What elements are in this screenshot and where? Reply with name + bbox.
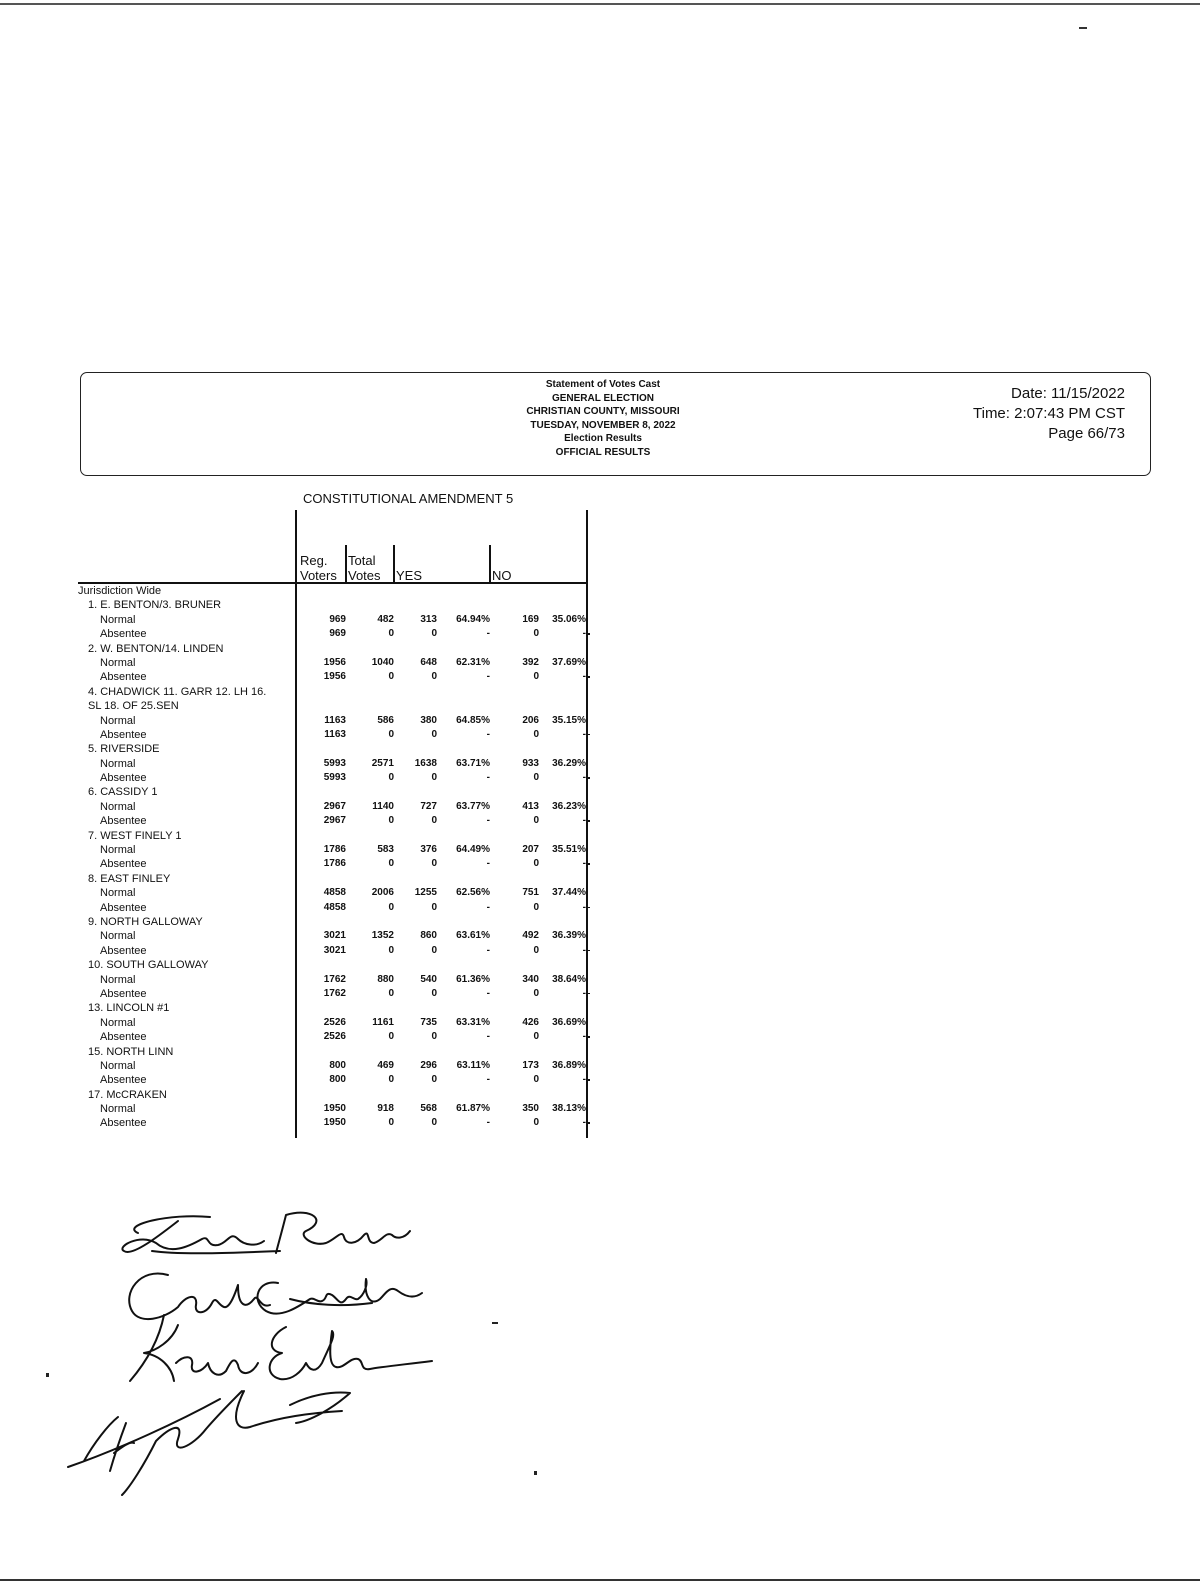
- table-row-label: Absentee: [100, 815, 147, 828]
- total-votes-cell: 0: [388, 1074, 394, 1086]
- yes-percent-cell: 63.31%: [456, 1016, 490, 1028]
- no-percent-cell: -: [582, 1074, 586, 1086]
- report-page-number: Page 66/73: [1048, 425, 1125, 442]
- yes-percent-cell: 61.36%: [456, 973, 490, 985]
- scan-mark: [534, 1471, 537, 1475]
- yes-count-cell: 1638: [414, 757, 437, 769]
- total-votes-cell: 482: [377, 613, 394, 625]
- yes-count-cell: 727: [420, 800, 437, 812]
- precinct-name: [78, 699, 590, 713]
- no-percent-cell: -: [582, 1117, 586, 1129]
- table-row-label: Normal: [100, 1016, 136, 1029]
- no-count-cell: 492: [522, 930, 539, 942]
- table-row-label: Absentee: [100, 1117, 147, 1130]
- no-percent-cell: -: [582, 815, 586, 827]
- yes-percent-cell: -: [486, 728, 490, 740]
- row-tick-mark: [588, 950, 590, 952]
- total-votes-cell: 0: [388, 1117, 394, 1129]
- table-row-label: Absentee: [100, 944, 147, 957]
- no-percent-cell: -: [582, 858, 586, 870]
- reg-voters-cell: 1956: [323, 656, 346, 668]
- yes-percent-cell: -: [486, 1074, 490, 1086]
- yes-percent-cell: -: [486, 944, 490, 956]
- row-tick-mark: [588, 734, 590, 736]
- yes-percent-cell: -: [486, 858, 490, 870]
- table-row: [78, 1030, 590, 1044]
- reg-voters-cell: 5993: [323, 772, 346, 784]
- table-row-label: Absentee: [100, 671, 147, 684]
- total-votes-cell: 0: [388, 901, 394, 913]
- report-date: Date: 11/15/2022: [1011, 385, 1125, 402]
- scan-mark: [1079, 27, 1087, 29]
- no-percent-cell: 35.06%: [552, 613, 586, 625]
- scan-mark: [46, 1373, 49, 1377]
- precinct-name: [78, 742, 590, 756]
- reg-voters-cell: 1163: [324, 714, 346, 726]
- total-votes-cell: 918: [377, 1103, 394, 1115]
- no-count-cell: 340: [522, 973, 539, 985]
- table-row: [78, 714, 590, 728]
- column-header-yes: YES: [396, 568, 423, 583]
- table-row: [78, 627, 590, 641]
- total-votes-cell: 0: [388, 815, 394, 827]
- table-row: [78, 929, 590, 943]
- column-header-reg-line1: Reg.: [300, 553, 328, 568]
- table-row-label: Absentee: [100, 772, 147, 785]
- header-line: GENERAL ELECTION: [551, 392, 655, 404]
- no-count-cell: 207: [522, 844, 539, 856]
- table-row-label: Normal: [100, 887, 136, 900]
- no-percent-cell: 37.44%: [552, 887, 586, 899]
- table-row-label: Normal: [100, 930, 136, 943]
- total-votes-cell: 586: [377, 714, 394, 726]
- table-row: [78, 1073, 590, 1087]
- results-table: [78, 584, 590, 1131]
- yes-count-cell: 313: [420, 613, 437, 625]
- precinct-name-label: 1. E. BENTON/3. BRUNER: [88, 599, 222, 612]
- reg-voters-cell: 2526: [323, 1016, 346, 1028]
- no-percent-cell: -: [582, 1031, 586, 1043]
- no-count-cell: 751: [522, 887, 539, 899]
- report-time: Time: 2:07:43 PM CST: [973, 405, 1125, 422]
- no-percent-cell: 37.69%: [552, 656, 586, 668]
- yes-percent-cell: 61.87%: [456, 1103, 490, 1115]
- total-votes-cell: 0: [388, 944, 394, 956]
- precinct-name: [78, 958, 590, 972]
- yes-percent-cell: -: [486, 987, 490, 999]
- precinct-name: [78, 1045, 590, 1059]
- no-count-cell: 206: [522, 714, 539, 726]
- row-tick-mark: [588, 1079, 590, 1081]
- table-row: [78, 1102, 590, 1116]
- no-count-cell: 0: [533, 1117, 539, 1129]
- table-row: [78, 757, 590, 771]
- precinct-name-label: 15. NORTH LINN: [88, 1045, 174, 1058]
- table-row-label: Normal: [100, 656, 136, 669]
- header-line: OFFICIAL RESULTS: [555, 446, 651, 458]
- table-row-label: Absentee: [100, 728, 147, 741]
- yes-percent-cell: -: [486, 1031, 490, 1043]
- yes-percent-cell: 63.61%: [456, 930, 490, 942]
- row-tick-mark: [588, 1122, 590, 1124]
- precinct-name-label: 6. CASSIDY 1: [88, 786, 158, 799]
- reg-voters-cell: 1786: [323, 858, 346, 870]
- yes-count-cell: 0: [431, 1074, 437, 1086]
- no-count-cell: 0: [533, 901, 539, 913]
- total-votes-cell: 1040: [371, 656, 394, 668]
- signature-4: [68, 1391, 350, 1495]
- table-row-label: Normal: [100, 1059, 136, 1072]
- no-percent-cell: -: [582, 728, 586, 740]
- no-percent-cell: 36.39%: [552, 930, 586, 942]
- table-row: [78, 843, 590, 857]
- column-divider: [345, 545, 347, 582]
- total-votes-cell: 0: [388, 1031, 394, 1043]
- total-votes-cell: 1140: [372, 800, 394, 812]
- no-percent-cell: -: [582, 901, 586, 913]
- table-row-label: Normal: [100, 844, 136, 857]
- table-row-label: Absentee: [100, 987, 147, 1000]
- yes-percent-cell: 64.94%: [456, 613, 490, 625]
- total-votes-cell: 880: [377, 973, 394, 985]
- total-votes-cell: 583: [377, 844, 394, 856]
- precinct-name: [78, 785, 590, 799]
- yes-count-cell: 0: [431, 628, 437, 640]
- reg-voters-cell: 4858: [323, 901, 346, 913]
- no-count-cell: 426: [522, 1016, 539, 1028]
- yes-percent-cell: -: [486, 628, 490, 640]
- no-count-cell: 392: [522, 656, 539, 668]
- total-votes-cell: 1161: [372, 1016, 394, 1028]
- scan-mark: [492, 1322, 498, 1324]
- total-votes-cell: 0: [388, 772, 394, 784]
- reg-voters-cell: 1950: [323, 1103, 346, 1115]
- yes-count-cell: 0: [431, 1117, 437, 1129]
- yes-count-cell: 1255: [414, 887, 437, 899]
- yes-percent-cell: -: [486, 901, 490, 913]
- yes-count-cell: 540: [420, 973, 437, 985]
- no-count-cell: 169: [522, 613, 539, 625]
- table-row: [78, 886, 590, 900]
- table-row: [78, 901, 590, 915]
- reg-voters-cell: 800: [329, 1059, 346, 1071]
- yes-count-cell: 860: [420, 930, 437, 942]
- reg-voters-cell: 2526: [323, 1031, 346, 1043]
- yes-count-cell: 0: [431, 944, 437, 956]
- total-votes-cell: 2571: [371, 757, 394, 769]
- table-row-label: Normal: [100, 800, 136, 813]
- report-header-meta: [960, 384, 1125, 444]
- precinct-name-label: 7. WEST FINELY 1: [88, 829, 182, 842]
- table-row: [78, 1016, 590, 1030]
- table-row: [78, 814, 590, 828]
- no-count-cell: 0: [533, 815, 539, 827]
- yes-count-cell: 296: [420, 1059, 437, 1071]
- column-header-total-line1: Total: [348, 553, 376, 568]
- signature-2: [129, 1274, 422, 1320]
- table-row-label: Absentee: [100, 901, 147, 914]
- precinct-name-label: 10. SOUTH GALLOWAY: [88, 959, 209, 972]
- reg-voters-cell: 3021: [323, 930, 346, 942]
- precinct-name: [78, 1001, 590, 1015]
- yes-percent-cell: 63.77%: [456, 800, 490, 812]
- row-tick-mark: [588, 633, 590, 635]
- header-line: Election Results: [564, 433, 642, 445]
- section-heading: [78, 584, 590, 598]
- total-votes-cell: 0: [388, 671, 394, 683]
- table-row: [78, 670, 590, 684]
- no-count-cell: 0: [533, 772, 539, 784]
- report-header-titles: [480, 378, 726, 460]
- header-line: CHRISTIAN COUNTY, MISSOURI: [526, 406, 680, 418]
- row-tick-mark: [588, 820, 590, 822]
- official-signatures: [60, 1195, 480, 1525]
- no-count-cell: 413: [522, 800, 539, 812]
- precinct-name: [78, 872, 590, 886]
- no-count-cell: 0: [533, 671, 539, 683]
- reg-voters-cell: 800: [329, 1074, 346, 1086]
- table-row-label: Absentee: [100, 858, 147, 871]
- reg-voters-cell: 969: [329, 628, 346, 640]
- yes-count-cell: 648: [420, 656, 437, 668]
- reg-voters-cell: 1163: [324, 728, 346, 740]
- yes-count-cell: 735: [420, 1016, 437, 1028]
- reg-voters-cell: 1762: [323, 973, 346, 985]
- yes-count-cell: 0: [431, 987, 437, 999]
- yes-percent-cell: -: [486, 671, 490, 683]
- yes-count-cell: 0: [431, 1031, 437, 1043]
- contest-title: CONSTITUTIONAL AMENDMENT 5: [303, 491, 514, 506]
- yes-count-cell: 380: [420, 714, 437, 726]
- reg-voters-cell: 5993: [323, 757, 346, 769]
- column-header-reg-voters: [300, 553, 337, 583]
- no-count-cell: 0: [533, 987, 539, 999]
- signature-1: [122, 1213, 410, 1254]
- table-row: [78, 771, 590, 785]
- header-line: TUESDAY, NOVEMBER 8, 2022: [530, 419, 676, 431]
- row-tick-mark: [588, 676, 590, 678]
- precinct-name-label: SL 18. OF 25.SEN: [88, 700, 179, 713]
- header-line: Statement of Votes Cast: [545, 379, 661, 390]
- precinct-name: [78, 642, 590, 656]
- yes-count-cell: 0: [431, 671, 437, 683]
- table-row: [78, 973, 590, 987]
- table-row: [78, 613, 590, 627]
- row-tick-mark: [588, 993, 590, 995]
- scan-top-edge: [0, 3, 1200, 5]
- no-count-cell: 0: [533, 944, 539, 956]
- reg-voters-cell: 2967: [323, 800, 346, 812]
- yes-percent-cell: 62.56%: [456, 887, 490, 899]
- table-row-label: Normal: [100, 1103, 136, 1116]
- reg-voters-cell: 1956: [323, 671, 346, 683]
- table-row-label: Absentee: [100, 628, 147, 641]
- column-divider: [489, 545, 491, 582]
- reg-voters-cell: 969: [329, 613, 346, 625]
- table-row: [78, 1116, 590, 1130]
- yes-count-cell: 568: [420, 1103, 437, 1115]
- no-count-cell: 933: [522, 757, 539, 769]
- reg-voters-cell: 4858: [323, 887, 346, 899]
- table-row: [78, 857, 590, 871]
- table-row: [78, 728, 590, 742]
- yes-percent-cell: -: [486, 772, 490, 784]
- no-count-cell: 0: [533, 728, 539, 740]
- reg-voters-cell: 3021: [323, 944, 346, 956]
- column-divider: [393, 545, 395, 582]
- precinct-name-label: 4. CHADWICK 11. GARR 12. LH 16.: [88, 685, 267, 698]
- yes-count-cell: 376: [420, 844, 437, 856]
- reg-voters-cell: 1762: [323, 987, 346, 999]
- no-percent-cell: 35.51%: [552, 844, 586, 856]
- yes-percent-cell: -: [486, 1117, 490, 1129]
- yes-count-cell: 0: [431, 728, 437, 740]
- column-header-total-line2: Votes: [348, 568, 381, 583]
- column-header-no: NO: [492, 568, 512, 583]
- precinct-name-label: 5. RIVERSIDE: [88, 743, 160, 756]
- no-count-cell: 0: [533, 1031, 539, 1043]
- yes-percent-cell: 62.31%: [456, 656, 490, 668]
- precinct-name: [78, 829, 590, 843]
- section-heading-label: Jurisdiction Wide: [78, 585, 162, 597]
- row-tick-mark: [588, 1036, 590, 1038]
- precinct-name-label: 9. NORTH GALLOWAY: [88, 915, 203, 928]
- yes-percent-cell: 64.85%: [456, 714, 490, 726]
- yes-count-cell: 0: [431, 772, 437, 784]
- total-votes-cell: 0: [388, 858, 394, 870]
- column-header-reg-line2: Voters: [300, 568, 337, 583]
- table-row: [78, 656, 590, 670]
- signature-3: [130, 1315, 432, 1381]
- total-votes-cell: 2006: [371, 887, 394, 899]
- row-tick-mark: [588, 907, 590, 909]
- no-percent-cell: 36.89%: [552, 1059, 586, 1071]
- total-votes-cell: 0: [388, 628, 394, 640]
- no-count-cell: 0: [533, 628, 539, 640]
- no-count-cell: 173: [522, 1059, 539, 1071]
- no-percent-cell: 35.15%: [552, 714, 586, 726]
- table-row-label: Normal: [100, 714, 136, 727]
- total-votes-cell: 0: [388, 728, 394, 740]
- no-count-cell: 350: [522, 1103, 539, 1115]
- no-percent-cell: 38.13%: [552, 1103, 586, 1115]
- row-tick-mark: [588, 863, 590, 865]
- table-row: [78, 1059, 590, 1073]
- column-header-total-votes: [348, 553, 381, 583]
- table-row-label: Absentee: [100, 1074, 147, 1087]
- precinct-name: [78, 685, 590, 699]
- no-percent-cell: 38.64%: [552, 973, 586, 985]
- yes-count-cell: 0: [431, 815, 437, 827]
- yes-percent-cell: -: [486, 815, 490, 827]
- precinct-name: [78, 915, 590, 929]
- no-count-cell: 0: [533, 1074, 539, 1086]
- no-percent-cell: 36.29%: [552, 757, 586, 769]
- table-row: [78, 944, 590, 958]
- no-percent-cell: -: [582, 944, 586, 956]
- reg-voters-cell: 1950: [323, 1117, 346, 1129]
- no-percent-cell: 36.69%: [552, 1016, 586, 1028]
- precinct-name-label: 17. McCRAKEN: [88, 1088, 167, 1101]
- yes-percent-cell: 64.49%: [456, 844, 490, 856]
- yes-count-cell: 0: [431, 901, 437, 913]
- precinct-name-label: 8. EAST FINLEY: [88, 872, 171, 885]
- reg-voters-cell: 2967: [323, 815, 346, 827]
- no-percent-cell: -: [582, 671, 586, 683]
- precinct-name: [78, 598, 590, 612]
- no-percent-cell: -: [582, 628, 586, 640]
- yes-count-cell: 0: [431, 858, 437, 870]
- no-percent-cell: -: [582, 772, 586, 784]
- no-count-cell: 0: [533, 858, 539, 870]
- precinct-name-label: 13. LINCOLN #1: [88, 1002, 170, 1015]
- row-tick-mark: [588, 777, 590, 779]
- yes-percent-cell: 63.11%: [456, 1059, 490, 1071]
- table-row-label: Normal: [100, 973, 136, 986]
- total-votes-cell: 469: [377, 1059, 394, 1071]
- no-percent-cell: 36.23%: [552, 800, 586, 812]
- no-percent-cell: -: [582, 987, 586, 999]
- table-row-label: Normal: [100, 757, 136, 770]
- precinct-name-label: 2. W. BENTON/14. LINDEN: [88, 642, 224, 655]
- table-row: [78, 800, 590, 814]
- yes-percent-cell: 63.71%: [456, 757, 490, 769]
- reg-voters-cell: 1786: [323, 844, 346, 856]
- precinct-name: [78, 1088, 590, 1102]
- scan-bottom-edge: [0, 1579, 1200, 1581]
- table-row-label: Absentee: [100, 1031, 147, 1044]
- table-row-label: Normal: [100, 613, 136, 626]
- table-row: [78, 987, 590, 1001]
- total-votes-cell: 1352: [371, 930, 394, 942]
- total-votes-cell: 0: [388, 987, 394, 999]
